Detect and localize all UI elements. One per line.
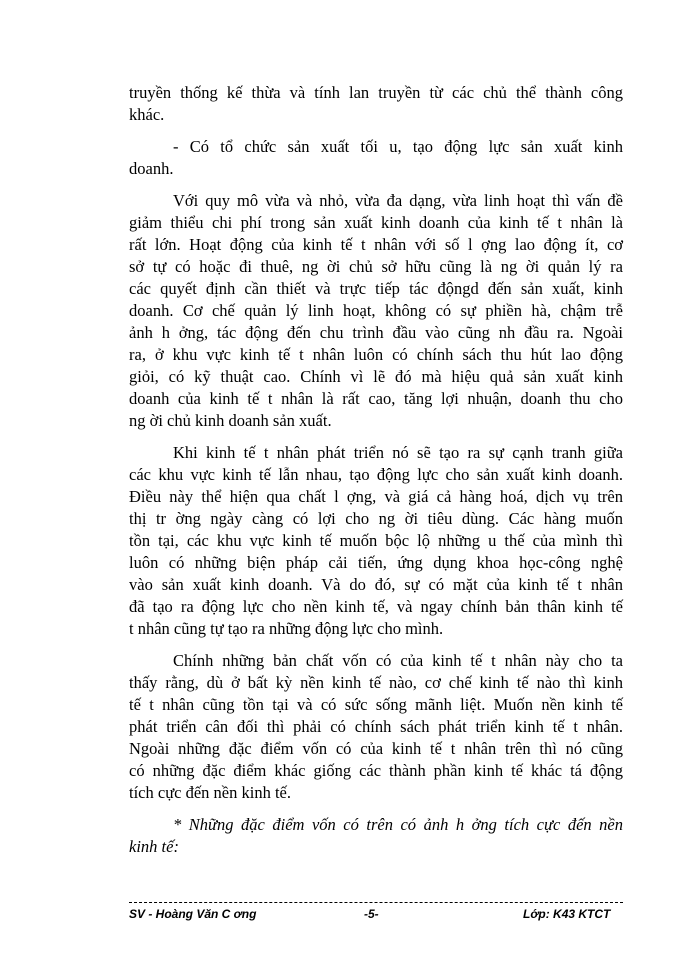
text-line: Khi kinh tế t nhân phát triển nó sẽ tạo ra sự cạnh tranh giữa xyxy=(173,443,623,462)
text-line: doanh. xyxy=(129,159,174,178)
text-line: khác. xyxy=(129,105,165,124)
text-line: Với quy mô vừa và nhỏ, vừa đa dạng, vừa linh hoạt thì vấn đề xyxy=(173,191,623,210)
text-line: sở tự có hoặc đi thuê, ng ời chủ sở hữu cũng là ng ời quản lý ra xyxy=(129,257,623,276)
text-line: các quyết định cần thiết và trực tiếp tác độngd đến sản xuất, kinh xyxy=(129,279,623,298)
text-line: doanh. Cơ chế quản lý linh hoạt, không có sự phiền hà, chậm trễ xyxy=(129,301,623,320)
text-line: có những đặc điểm khác giống các thành phần kinh tế khác tá động xyxy=(129,761,623,780)
text-line: đã tạo ra động lực cho nền kinh tế, và ngay chính bản thân kinh tế xyxy=(129,597,623,616)
text-line: ng ời chủ kinh doanh sản xuất. xyxy=(129,411,332,430)
text-line: các khu vực kinh tế lẫn nhau, tạo động lực cho sản xuất kinh doanh. xyxy=(129,465,623,484)
text-line: phát triển cân đối thì phải có chính sách phát triển kinh tế t nhân. xyxy=(129,717,623,736)
footer-author: SV - Hoàng Văn C ơng xyxy=(129,907,257,921)
text-line: giảm thiểu chi phí trong sản xuất kinh doanh của kinh tế t nhân là xyxy=(129,213,623,232)
text-line: luôn có những biện pháp cải tiến, ứng dụng khoa học-công nghệ xyxy=(129,553,623,572)
text-line: ra, ở khu vực kinh tế t nhân luôn có chính sách thu hút lao động xyxy=(129,345,623,364)
footer-page-number: -5- xyxy=(364,907,379,921)
text-line: giỏi, có kỹ thuật cao. Chính vì lẽ đó mà hiệu quả sản xuất kinh xyxy=(129,367,623,386)
text-line: t nhân cũng tự tạo ra những động lực cho mình. xyxy=(129,619,444,638)
footer-divider xyxy=(129,902,623,903)
text-line: truyền thống kế thừa và tính lan truyền từ các chủ thể thành công xyxy=(129,83,623,102)
text-line: doanh của kinh tế t nhân là rất cao, tăng lợi nhuận, doanh thu cho xyxy=(129,389,623,408)
text-line: ảnh h ởng, tác động đến chu trình đầu vào cũng nh đầu ra. Ngoài xyxy=(129,323,623,342)
text-line: tế t nhân cũng tồn tại và có sức sống mãnh liệt. Muốn nền kinh tế xyxy=(129,695,623,714)
text-line: Điều này thể hiện qua chất l ợng, và giá cả hàng hoá, dịch vụ trên xyxy=(129,487,623,506)
text-line: Chính những bản chất vốn có của kinh tế t nhân này cho ta xyxy=(173,651,623,670)
text-line: rất lớn. Hoạt động của kinh tế t nhân với số l ợng lao động ít, cơ xyxy=(129,235,623,254)
text-line: thấy rằng, dù ở bất kỳ nền kinh tế nào, cơ chế kinh tế nào thì kinh xyxy=(129,673,623,692)
text-line: * Những đặc điểm vốn có trên có ảnh h ởng tích cực đến nền xyxy=(173,815,623,834)
text-line: tồn tại, các khu vực kinh tế muốn bộc lộ những u thế của mình thì xyxy=(129,531,623,550)
footer-class: Lớp: K43 KTCT xyxy=(523,907,611,921)
text-line: thị tr ờng ngày càng có lợi cho ng ời tiêu dùng. Các hàng muốn xyxy=(129,509,623,528)
text-line: - Có tổ chức sản xuất tối u, tạo động lực sản xuất kinh xyxy=(173,137,623,156)
text-line: kinh tế: xyxy=(129,837,179,856)
text-line: tích cực đến nền kinh tế. xyxy=(129,783,291,802)
text-line: Ngoài những đặc điểm vốn có của kinh tế t nhân trên thì nó cũng xyxy=(129,739,623,758)
text-line: vào sản xuất kinh doanh. Và do đó, sự có mặt của kinh tế t nhân xyxy=(129,575,623,594)
